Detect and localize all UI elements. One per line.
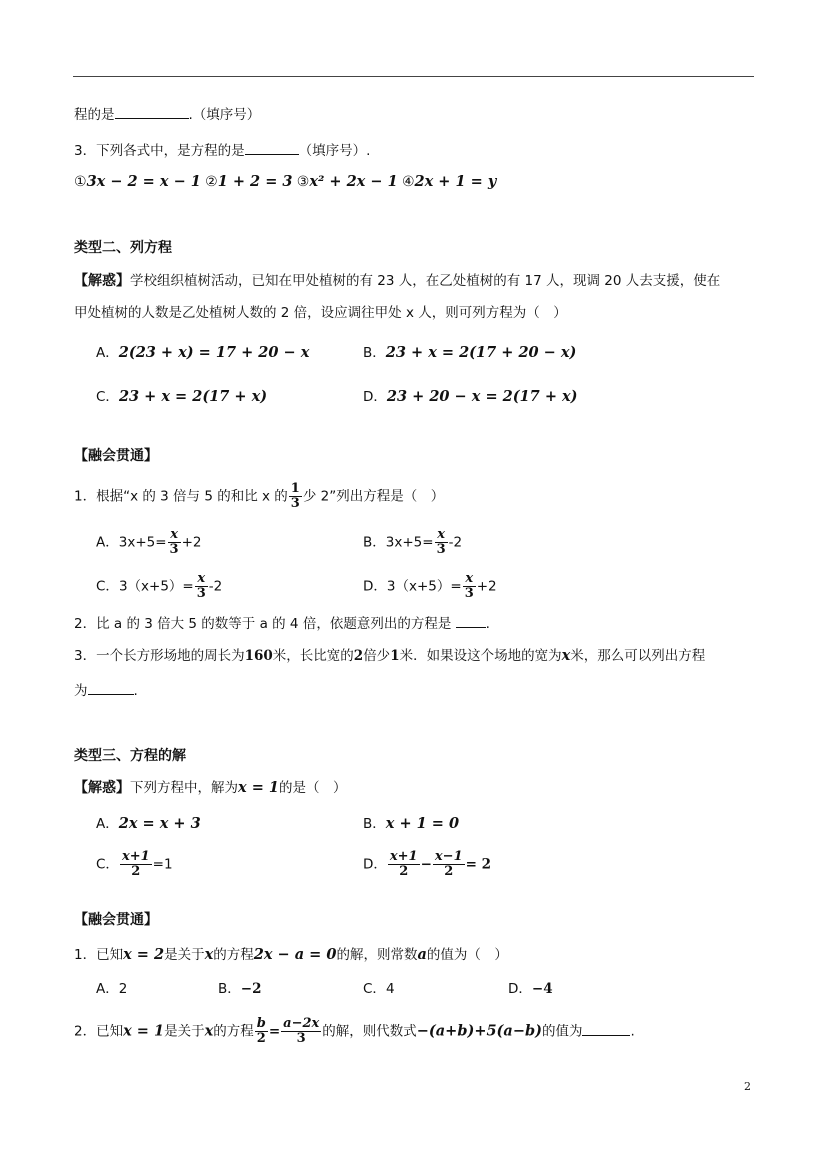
option-label: A．: [96, 345, 119, 361]
text: （填序号）.: [298, 143, 371, 159]
text: 少 2”列出方程是（ ）: [302, 488, 445, 505]
option-label: A．: [96, 534, 119, 551]
option-c[interactable]: [96, 387, 267, 407]
text: .（填序号）: [188, 107, 261, 123]
variable: x: [561, 647, 571, 664]
expression: 1 + 2 = 3: [217, 173, 293, 190]
numerator: a−2x: [283, 1016, 320, 1031]
practice-question-3: [74, 646, 705, 666]
expression: 2(23 + x) = 17 + 20 − x: [118, 344, 310, 361]
header-rule: [73, 76, 754, 77]
denominator: 2: [399, 864, 409, 879]
answer-blank[interactable]: [456, 613, 486, 628]
fraction: [195, 572, 208, 601]
practice-label: 【融会贯通】: [74, 912, 158, 928]
numerator: x: [435, 528, 448, 543]
option-label: B．: [218, 981, 241, 997]
label: 【解惑】: [74, 780, 130, 796]
option-a[interactable]: [96, 814, 201, 834]
fraction: [433, 850, 465, 879]
text: .: [133, 683, 138, 699]
practice-label: 【融会贯通】: [74, 448, 158, 464]
text: 是关于: [164, 947, 205, 963]
text: 1．根据“x 的 3 倍与 5 的和比 x 的: [74, 488, 288, 505]
value: −2: [240, 981, 262, 997]
numerator: b: [256, 1016, 266, 1031]
text: 的解，则常数: [336, 947, 418, 963]
section-title: 类型二、列方程: [74, 240, 172, 256]
option-a[interactable]: [96, 979, 127, 999]
text: 3．下列各式中，是方程的是: [74, 143, 245, 159]
denominator: 3: [436, 542, 446, 557]
text: 米，长比宽的: [272, 648, 354, 664]
expression: 23 + 20 − x = 2(17 + x): [386, 388, 578, 405]
text: 的值为（ ）: [426, 947, 508, 963]
fraction: [289, 482, 302, 511]
option-label: D．: [508, 981, 532, 997]
continued-line: [74, 104, 260, 125]
value: −4: [531, 981, 553, 997]
text: 的值为: [541, 1023, 583, 1040]
operator: −: [420, 856, 432, 873]
expression: 2x = x + 3: [118, 815, 201, 832]
option-d[interactable]: [508, 979, 553, 999]
option-label: D．: [363, 856, 387, 873]
text: 米，那么可以列出方程: [570, 648, 706, 664]
answer-blank[interactable]: [582, 1021, 630, 1036]
expression: 23 + x = 2(17 + x): [118, 388, 268, 405]
circled-number: ①: [74, 174, 87, 190]
fraction: [168, 528, 181, 557]
option-label: C．: [363, 981, 386, 997]
expression: 3x − 2 = x − 1: [86, 173, 201, 190]
text: .: [630, 1023, 635, 1040]
expression: -2: [208, 578, 223, 595]
option-c[interactable]: [363, 979, 395, 999]
text: 学校组织植树活动，已知在甲处植树的有 23 人，在乙处植树的有 17 人，现调 20 人去支援，使在: [130, 273, 721, 289]
numerator: x−1: [434, 849, 463, 864]
fraction: [388, 850, 420, 879]
option-label: C．: [96, 578, 119, 595]
option-b[interactable]: [363, 343, 576, 363]
practice-question-2: [74, 613, 490, 634]
text: 米．如果设这个场地的宽为: [399, 648, 562, 664]
fraction: [435, 528, 448, 557]
text: 倍少: [363, 648, 391, 664]
expression: =1: [152, 856, 173, 873]
answer-blank[interactable]: [88, 680, 134, 695]
text: 的解，则代数式: [322, 1023, 417, 1040]
text: 的是（ ）: [278, 780, 347, 796]
option-label: B．: [363, 816, 386, 832]
fraction: [255, 1017, 268, 1046]
expression: = 2: [465, 856, 492, 873]
option-label: D．: [363, 578, 387, 595]
option-label: A．: [96, 981, 119, 997]
question-text: [74, 778, 346, 798]
practice-question-1: [74, 482, 444, 511]
denominator: 3: [296, 1031, 306, 1046]
expression: x² + 2x − 1: [309, 173, 398, 190]
expression: x = 1: [123, 1022, 165, 1040]
text: 程的是: [74, 107, 115, 123]
expression: 3x+5=: [118, 534, 167, 551]
numerator: x+1: [389, 849, 418, 864]
question-text: 甲处植树的人数是乙处植树人数的 2 倍，设应调往甲处 x 人，则可列方程为（ ）: [74, 305, 567, 321]
text: .: [485, 616, 490, 632]
option-b[interactable]: [363, 528, 462, 557]
variable: x: [204, 946, 214, 963]
number: 2: [353, 648, 364, 664]
answer-blank[interactable]: [245, 140, 299, 155]
text: 下列方程中，解为: [130, 780, 238, 796]
answer-blank[interactable]: [115, 104, 189, 119]
expression: -2: [448, 534, 463, 551]
text: 为: [74, 683, 88, 699]
variable: a: [417, 946, 427, 963]
label: 【解惑】: [74, 273, 130, 289]
denominator: 2: [256, 1031, 266, 1046]
variable: x: [204, 1022, 214, 1040]
text: 2．比 a 的 3 倍大 5 的数等于 a 的 4 倍，依题意列出的方程是: [74, 616, 452, 632]
numerator: x: [195, 572, 208, 587]
expression: 23 + x = 2(17 + 20 − x): [385, 344, 577, 361]
practice-question-1: [74, 945, 508, 965]
option-label: B．: [363, 534, 386, 551]
option-b[interactable]: [218, 979, 261, 999]
denominator: 3: [169, 542, 179, 557]
numerator: x: [168, 528, 181, 543]
text: 3．一个长方形场地的周长为: [74, 648, 245, 664]
numerator: x: [463, 572, 476, 587]
fraction: [463, 572, 476, 601]
option-a[interactable]: [96, 343, 309, 363]
question-text: [74, 271, 720, 291]
expression: +2: [476, 578, 497, 595]
expression: x = 2: [123, 946, 165, 963]
denominator: 3: [464, 586, 474, 601]
fraction: [281, 1017, 321, 1046]
expression: 3x+5=: [385, 534, 434, 551]
option-d[interactable]: [363, 850, 491, 879]
question-3: [74, 140, 370, 161]
option-b[interactable]: [363, 814, 459, 834]
circled-number: ③: [296, 174, 310, 190]
text: 2．已知: [74, 1023, 124, 1040]
option-c[interactable]: [96, 572, 222, 601]
expression: +2: [181, 534, 202, 551]
denominator: 3: [196, 586, 206, 601]
text: 1．已知: [74, 947, 124, 963]
numerator: 1: [290, 481, 300, 496]
expression-list: [74, 172, 496, 192]
expression: x = 1: [238, 779, 279, 796]
option-label: C．: [96, 389, 119, 405]
denominator: 2: [444, 864, 454, 879]
expression: 3（x+5）=: [118, 578, 194, 595]
expression: 2x + 1 = y: [414, 173, 497, 190]
text: 的方程: [213, 1023, 254, 1040]
expression: x + 1 = 0: [385, 815, 460, 832]
circled-number: ④: [401, 174, 415, 190]
expression: 3（x+5）=: [386, 578, 462, 595]
expression: 2x − a = 0: [253, 946, 337, 963]
value: 2: [118, 981, 128, 997]
expression: −(a+b)+5(a−b): [416, 1022, 542, 1040]
page-number: 2: [744, 1080, 751, 1093]
number: 1: [390, 648, 400, 664]
option-label: B．: [363, 345, 386, 361]
operator: =: [268, 1023, 281, 1040]
option-label: A．: [96, 816, 119, 832]
option-a[interactable]: [96, 528, 202, 557]
option-label: C．: [96, 856, 119, 873]
option-label: D．: [363, 389, 387, 405]
practice-question-2: [74, 1017, 635, 1046]
option-d[interactable]: [363, 387, 578, 407]
circled-number: ②: [205, 174, 218, 190]
text: 是关于: [164, 1023, 205, 1040]
denominator: 3: [290, 496, 300, 511]
value: 4: [385, 981, 395, 997]
denominator: 2: [131, 864, 141, 879]
practice-question-3-cont: [74, 680, 138, 701]
option-d[interactable]: [363, 572, 497, 601]
section-title: 类型三、方程的解: [74, 748, 186, 764]
text: 的方程: [213, 947, 254, 963]
option-c[interactable]: [96, 850, 173, 879]
fraction: [120, 850, 152, 879]
numerator: x+1: [121, 849, 150, 864]
number: 160: [244, 648, 273, 664]
